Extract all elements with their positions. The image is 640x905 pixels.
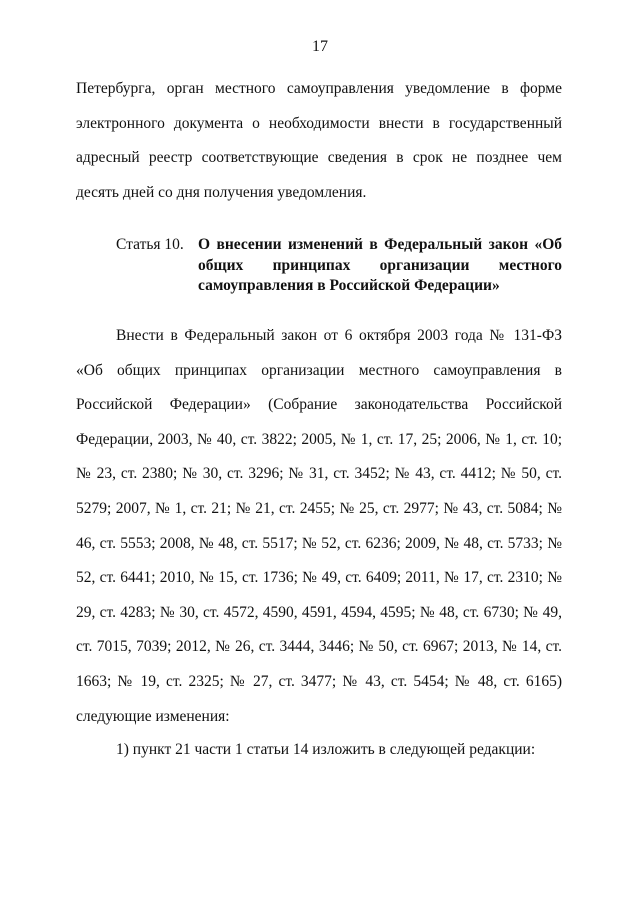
amendment-paragraph: Внести в Федеральный закон от 6 октября 2003 года № 131-ФЗ «Об общих принципах организации местного самоуправления в Российской Федерации» (Собрание законодательства Российской Федерации, 2003, № 40, ст. 3822; 2005, № 1, ст. 17, 25; 2006, № 1, ст. 10; № 23, ст. 2380; № 30, ст. 3296; № 31, ст. 3452; № 43, ст. 4412; № 50, ст. 5279; 2007, № 1, ст. 21; № 21, ст. 2455; № 25, ст. 2977; № 43, ст. 5084; № 46, ст. 5553; 2008, № 48, ст. 5517; № 52, ст. 6236; 2009, № 48, ст. 5733; № 52, ст. 6441; 2010, № 15, ст. 1736; № 49, ст. 6409; 2011, № 17, ст. 2310; № 29, ст. 4283; № 30, ст. 4572, 4590, 4591, 4594, 4595; № 48, ст. 6730; № 49, ст. 7015, 7039; 2012, № 26, ст. 3444, 3446; № 50, ст. 6967; 2013, № 14, ст. 1663; № 19, ст. 2325; № 27, ст. 3477; № 43, ст. 5454; № 48, ст. 6165) следующие изменения: xyxy=(76,327,562,725)
article-title: О внесении изменений в Федеральный закон «Об общих принципах организации местного самоуправления в Российской Федерации» xyxy=(198,236,562,294)
article-label: Статья 10. xyxy=(116,236,184,253)
list-item: 1) пункт 21 части 1 статьи 14 изложить в следующей редакции: xyxy=(116,741,536,758)
continuation-paragraph: Петербурга, орган местного самоуправления уведомление в форме электронного документа о необходимости внести в государственный адресный реестр соответствующие сведения в срок не позднее чем десять дней со дня получения уведомления. xyxy=(76,80,562,201)
page-number: 17 xyxy=(312,38,328,55)
